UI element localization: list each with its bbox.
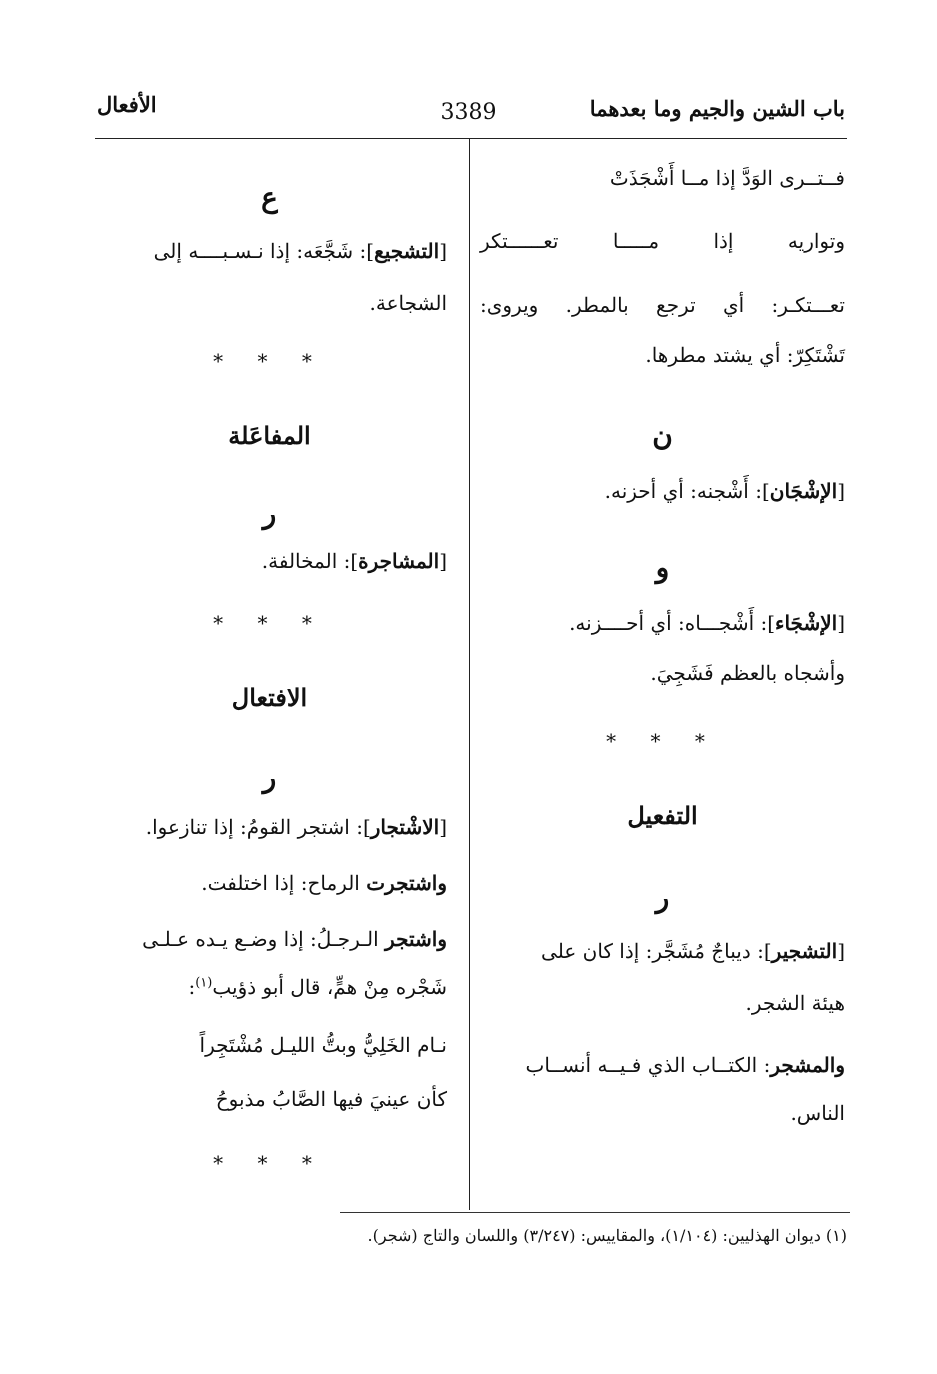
footnote: (١) ديوان الهذليين: (١/١٠٤)، والمقاييس: (٣/٢٤٧) واللسان والتاج (شجر). bbox=[367, 1226, 847, 1245]
footnote-rule bbox=[340, 1212, 850, 1213]
letter-heading-ain: ع bbox=[261, 181, 278, 214]
letter-heading-ra: ر bbox=[262, 761, 277, 794]
entry-ishtijar: [الاشْتجار]: اشتجر القومُ: إذا تنازعوا. bbox=[145, 815, 447, 839]
letter-heading-waw: و bbox=[655, 551, 670, 584]
letter-heading-ra: ر bbox=[655, 881, 670, 914]
headword: الاشْتجار bbox=[370, 815, 440, 839]
definition: الرماح: إذا اختلفت. bbox=[201, 871, 367, 895]
letter-heading-nun: ن bbox=[652, 419, 673, 452]
section-heading-mufaala: المفاعَلة bbox=[228, 421, 311, 450]
verse-line-2: كأن عينيَ فيها الصَّابُ مذبوحُ bbox=[215, 1087, 447, 1111]
headword: واشتجرت bbox=[366, 871, 447, 895]
definition: ]: اشتجر القومُ: إذا تنازعوا. bbox=[145, 815, 371, 839]
text: شَجْره مِنْ همٍّ، قال أبو ذؤيب bbox=[212, 975, 447, 999]
headword: التشجير bbox=[771, 939, 838, 963]
colon: : bbox=[188, 975, 196, 999]
definition: : الكتــاب الذي فـيــه أنســاب bbox=[525, 1053, 771, 1077]
right-column bbox=[480, 0, 845, 1210]
headword: والمشجر bbox=[770, 1053, 845, 1077]
page-number: 3389 bbox=[440, 100, 497, 125]
headword: واشتجر bbox=[385, 927, 447, 951]
verse-line-1: فــتــرى الوَدَّ إذا مــا أَشْجَذَتْ bbox=[609, 166, 845, 190]
entry-tashjii: [التشجيع]: شَجَّعَه: إذا نـسـبــــه إلى bbox=[153, 239, 447, 263]
column-divider bbox=[469, 138, 470, 1210]
separator-stars: * * * bbox=[213, 349, 326, 373]
running-head-right: باب الشين والجيم وما بعدهما bbox=[589, 96, 845, 121]
separator-stars: * * * bbox=[213, 1151, 326, 1175]
entry-rajul bbox=[142, 926, 447, 952]
definition: ]: شَجَّعَه: إذا نـسـبــــه إلى bbox=[153, 239, 375, 263]
footnote-marker[interactable]: (١) bbox=[195, 975, 213, 991]
entry-rimah bbox=[201, 870, 447, 896]
running-head-left: الأفعال bbox=[97, 92, 157, 117]
gloss-line-1: تعـــتكـر: أي ترجع بالمطر. ويروى: bbox=[480, 293, 845, 317]
verse-line-2: وتواريه إذا مـــــا تعــــــتكر bbox=[480, 229, 845, 253]
gloss-line-2: تَشْتَكِرّ: أي يشتد مطرها. bbox=[645, 343, 845, 367]
definition: ]: المخالفة. bbox=[261, 549, 359, 573]
entry-mushajjar bbox=[525, 1052, 845, 1078]
entry-mushajara: [المشاجرة]: المخالفة. bbox=[261, 549, 447, 573]
headword: التشجيع bbox=[374, 239, 440, 263]
entry-ishja-cont: وأشجاه بالعظم فَشَجِيَ. bbox=[650, 661, 845, 685]
headword: الإشْجَان bbox=[769, 479, 838, 503]
letter-heading-ra: ر bbox=[262, 497, 277, 530]
section-heading-tafil: التفعيل bbox=[627, 801, 698, 830]
definition: ]: أَشْجنه: أي أحزنه. bbox=[604, 479, 770, 503]
entry-ishjan: [الإشْجَان]: أَشْجنه: أي أحزنه. bbox=[604, 479, 845, 503]
entry-ishja: [الإشْجَاء]: أَشْجـــاه: أي أحــــزنه. bbox=[569, 611, 845, 635]
section-heading-iftial: الافتعال bbox=[231, 683, 308, 712]
entry-rajul-cont bbox=[188, 974, 447, 1000]
entry-tashjii-cont: الشجاعة. bbox=[369, 291, 447, 315]
definition: ]: أَشْجـــاه: أي أحــــزنه. bbox=[569, 611, 776, 635]
definition: ]: ديباجٌ مُشَجَّر: إذا كان على bbox=[541, 939, 772, 963]
separator-stars: * * * bbox=[606, 729, 719, 753]
entry-tashjir: [التشجير]: ديباجٌ مُشَجَّر: إذا كان على bbox=[541, 939, 845, 963]
headword: الإشْجَاء bbox=[775, 611, 838, 635]
entry-mushajjar-cont: الناس. bbox=[790, 1101, 845, 1125]
headword: المشاجرة bbox=[358, 549, 440, 573]
separator-stars: * * * bbox=[213, 611, 326, 635]
left-column bbox=[92, 0, 447, 1210]
verse-line-1: نـام الخَلِيُّ وبتُّ الليـل مُشْتَجِراً bbox=[199, 1033, 447, 1057]
entry-tashjir-cont: هيئة الشجر. bbox=[745, 991, 845, 1015]
definition: الـرجـلُ: إذا وضـع يـده عـلـى bbox=[142, 927, 386, 951]
